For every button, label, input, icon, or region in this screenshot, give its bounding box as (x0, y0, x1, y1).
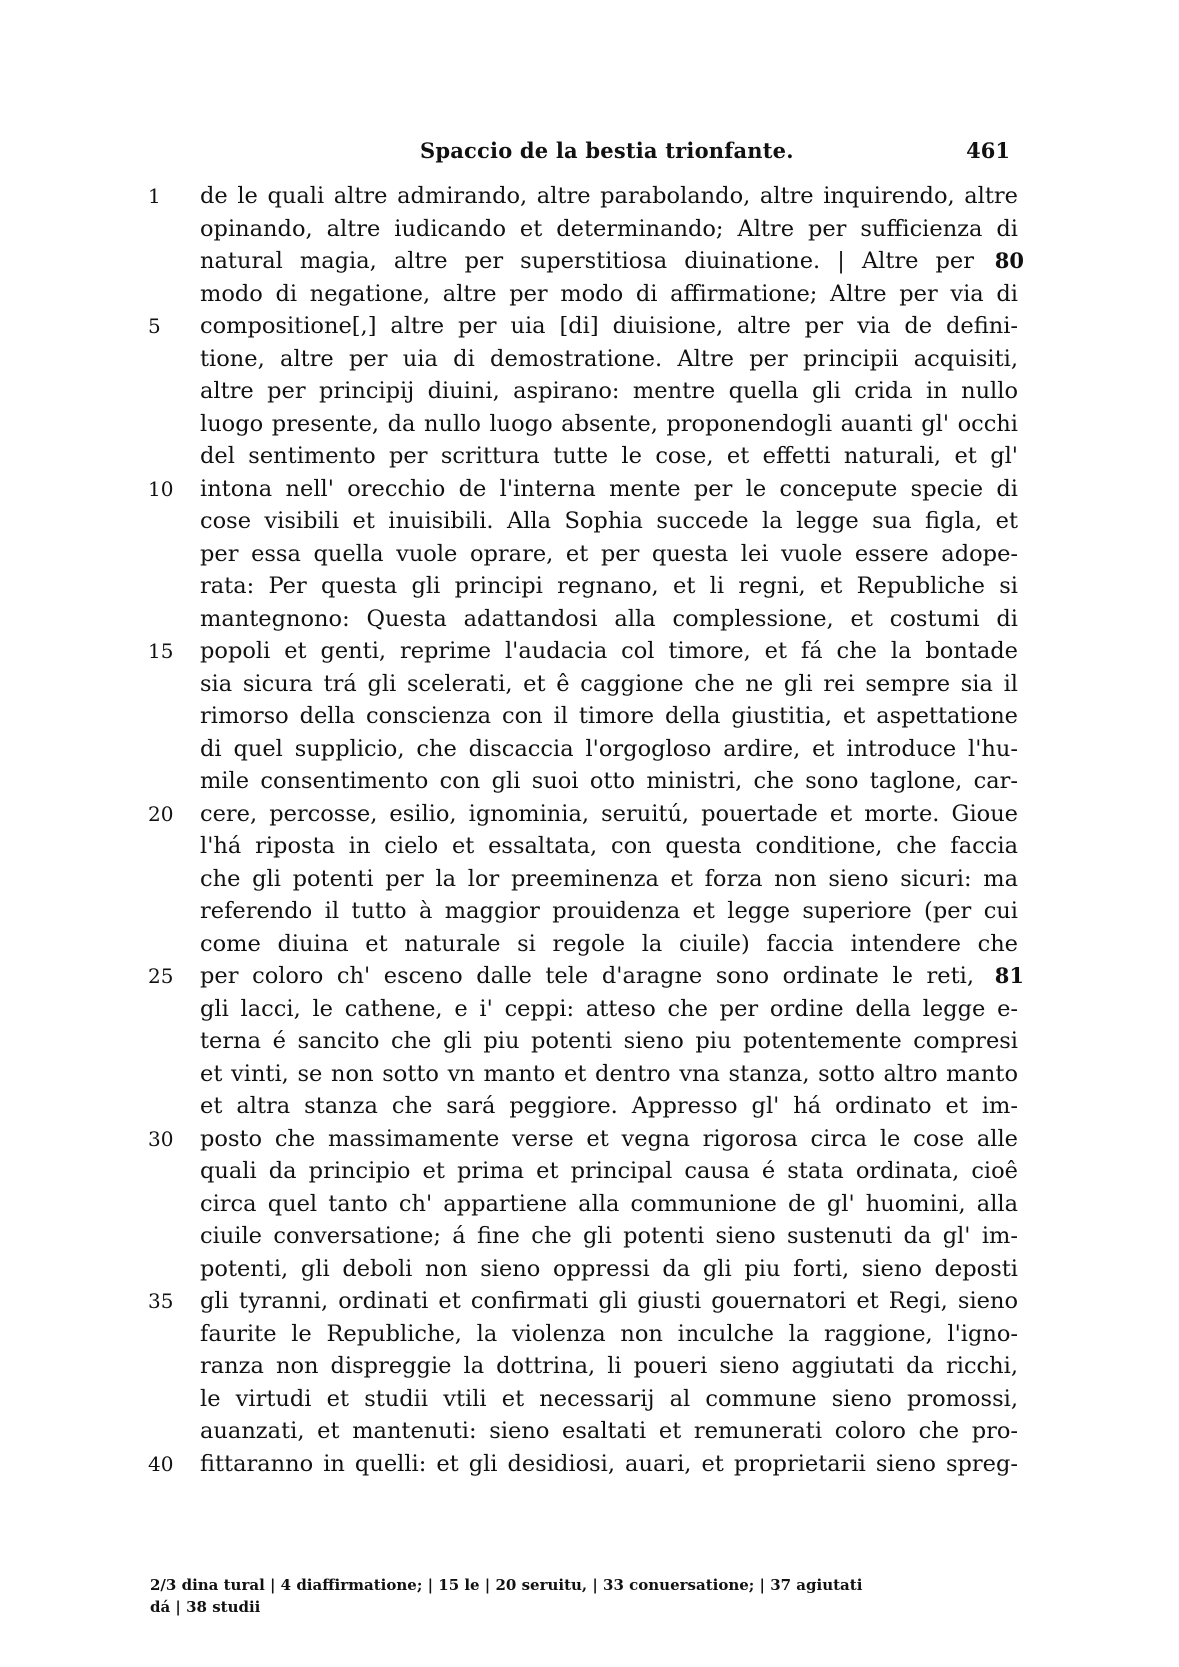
text-line (148, 278, 1018, 311)
line-text: natural magia, altre per superstitiosa diuinatione. | Altre per (200, 248, 974, 274)
text-line (148, 1415, 1018, 1448)
text-line (148, 993, 1018, 1026)
text-line (148, 505, 1018, 538)
line-text: rata: Per questa gli principi regnano, et li regni, et Republiche si (200, 573, 1018, 599)
line-text: circa quel tanto ch' appartiene alla communione de gl' huomini, alla (200, 1190, 1018, 1217)
apparatus-line: dá | 38 studii (150, 1598, 261, 1616)
text-line (148, 440, 1018, 473)
line-text: per coloro ch' esceno dalle tele d'aragne sono ordinate le reti, (200, 963, 974, 989)
text-line (148, 538, 1018, 571)
line-text: compositione[,] altre per uia [di] diuisione, altre per via de defini- (200, 313, 1018, 339)
line-text: come diuina et naturale si regole la ciuile) faccia intendere che (200, 930, 1018, 957)
line-text: popoli et genti, reprime l'audacia col timore, et fá che la bontade (200, 638, 1018, 664)
text-line (148, 1058, 1018, 1091)
text-line (148, 1285, 1018, 1318)
running-title: Spaccio de la bestia trionfante. (420, 138, 794, 163)
text-line (148, 798, 1018, 831)
text-line (148, 733, 1018, 766)
text-line (148, 1318, 1018, 1351)
text-line (148, 700, 1018, 733)
line-text: auanzati, et mantenuti: sieno esaltati et remunerati coloro che pro- (200, 1418, 1018, 1444)
text-line (148, 570, 1018, 603)
text-line (148, 863, 1018, 896)
line-text: quali da principio et prima et principal causa é stata ordinata, cioê (200, 1158, 1018, 1184)
line-text: intona nell' orecchio de l'interna mente per le concepute specie di (200, 475, 1018, 502)
line-text: potenti, gli deboli non sieno oppressi da gli piu forti, sieno deposti (200, 1255, 1018, 1282)
line-number: 40 (148, 1451, 174, 1476)
text-line (148, 180, 1018, 213)
text-line (148, 473, 1018, 506)
text-line (148, 408, 1018, 441)
text-line (148, 830, 1018, 863)
line-text: gli tyranni, ordinati et confirmati gli giusti gouernatori et Regi, sieno (200, 1288, 1018, 1314)
line-text: terna é sancito che gli piu potenti sieno piu potentemente compresi (200, 1028, 1018, 1054)
text-line (148, 213, 1018, 246)
text-line (148, 1090, 1018, 1123)
line-text: cere, percosse, esilio, ignominia, seruitú, pouertade et morte. Gioue (200, 800, 1018, 827)
line-text: et altra stanza che sará peggiore. Appresso gl' há ordinato et im- (200, 1093, 1018, 1119)
text-line (148, 895, 1018, 928)
line-number: 20 (148, 801, 174, 826)
page-number: 461 (966, 138, 1010, 163)
line-number: 10 (148, 476, 174, 501)
line-text: di quel supplicio, che discaccia l'orgogloso ardire, et introduce l'hu- (200, 735, 1018, 762)
line-text: de le quali altre admirando, altre parabolando, altre inquirendo, altre (200, 183, 1018, 209)
text-line (148, 343, 1018, 376)
text-line (148, 1383, 1018, 1416)
line-number: 15 (148, 639, 174, 663)
apparatus-line: 2/3 dina tural | 4 diaffirmatione; | 15 le | 20 seruitu, | 33 conuersatione; | 37 agiutati (150, 1576, 863, 1594)
line-text: le virtudi et studii vtili et necessarij al commune sieno promossi, (200, 1385, 1018, 1412)
page-header (200, 138, 1010, 170)
line-text: cose visibili et inuisibili. Alla Sophia succede la legge sua figla, et (200, 508, 1018, 534)
line-text: luogo presente, da nullo luogo absente, proponendogli auanti gl' occhi (200, 410, 1018, 437)
line-text: rimorso della conscienza con il timore della giustitia, et aspettatione (200, 703, 1018, 729)
line-text: posto che massimamente verse et vegna rigorosa circa le cose alle (200, 1125, 1018, 1152)
text-line (148, 1220, 1018, 1253)
marginal-page-reference: 80 (994, 248, 1024, 273)
marginal-page-reference: 81 (994, 963, 1024, 988)
line-text: tione, altre per uia di demostratione. Altre per principii acquisiti, (200, 345, 1018, 372)
line-text: altre per principij diuini, aspirano: mentre quella gli crida in nullo (200, 378, 1018, 404)
text-body (148, 180, 1024, 1480)
text-line (148, 1350, 1018, 1383)
critical-apparatus (150, 1574, 1018, 1618)
line-text: gli lacci, le cathene, e i' ceppi: atteso che per ordine della legge e- (200, 995, 1018, 1022)
text-line (148, 310, 1018, 343)
line-text: fittaranno in quelli: et gli desidiosi, auari, et proprietarii sieno spreg- (200, 1450, 1018, 1477)
line-text: referendo il tutto à maggior prouidenza et legge superiore (per cui (200, 898, 1018, 924)
text-line (148, 245, 1024, 278)
line-text: ciuile conversatione; á fine che gli potenti sieno sustenuti da gl' im- (200, 1223, 1018, 1249)
line-text: faurite le Republiche, la violenza non inculche la raggione, l'igno- (200, 1320, 1018, 1347)
line-text: et vinti, se non sotto vn manto et dentro vna stanza, sotto altro manto (200, 1060, 1018, 1087)
line-text: opinando, altre iudicando et determinando; Altre per sufficienza di (200, 215, 1018, 242)
line-text: mantegnono: Questa adattandosi alla complessione, et costumi di (200, 605, 1018, 632)
text-line (148, 765, 1018, 798)
text-line (148, 668, 1018, 701)
text-line (148, 928, 1018, 961)
text-line (148, 1188, 1018, 1221)
text-line (148, 603, 1018, 636)
line-text: sia sicura trá gli scelerati, et ê caggione che ne gli rei sempre sia il (200, 670, 1018, 697)
line-text: che gli potenti per la lor preeminenza et forza non sieno sicuri: ma (200, 865, 1018, 892)
line-number: 30 (148, 1126, 174, 1151)
line-text: per essa quella vuole oprare, et per questa lei vuole essere adope- (200, 540, 1018, 567)
text-line (148, 1025, 1018, 1058)
line-text: mile consentimento con gli suoi otto ministri, che sono taglone, car- (200, 768, 1018, 794)
text-line (148, 1155, 1018, 1188)
line-text: ranza non dispreggie la dottrina, li poueri sieno aggiutati da ricchi, (200, 1353, 1018, 1379)
line-text: l'há riposta in cielo et essaltata, con questa conditione, che faccia (200, 833, 1018, 859)
line-number: 35 (148, 1289, 174, 1313)
line-text: del sentimento per scrittura tutte le cose, et effetti naturali, et gl' (200, 443, 1018, 469)
text-line (148, 960, 1024, 993)
line-number: 1 (148, 184, 161, 208)
line-number: 5 (148, 314, 161, 338)
text-line (148, 1448, 1018, 1481)
text-line (148, 1123, 1018, 1156)
text-line (148, 375, 1018, 408)
line-number: 25 (148, 964, 174, 988)
text-line (148, 635, 1018, 668)
line-text: modo di negatione, altre per modo di affirmatione; Altre per via di (200, 280, 1018, 307)
text-line (148, 1253, 1018, 1286)
